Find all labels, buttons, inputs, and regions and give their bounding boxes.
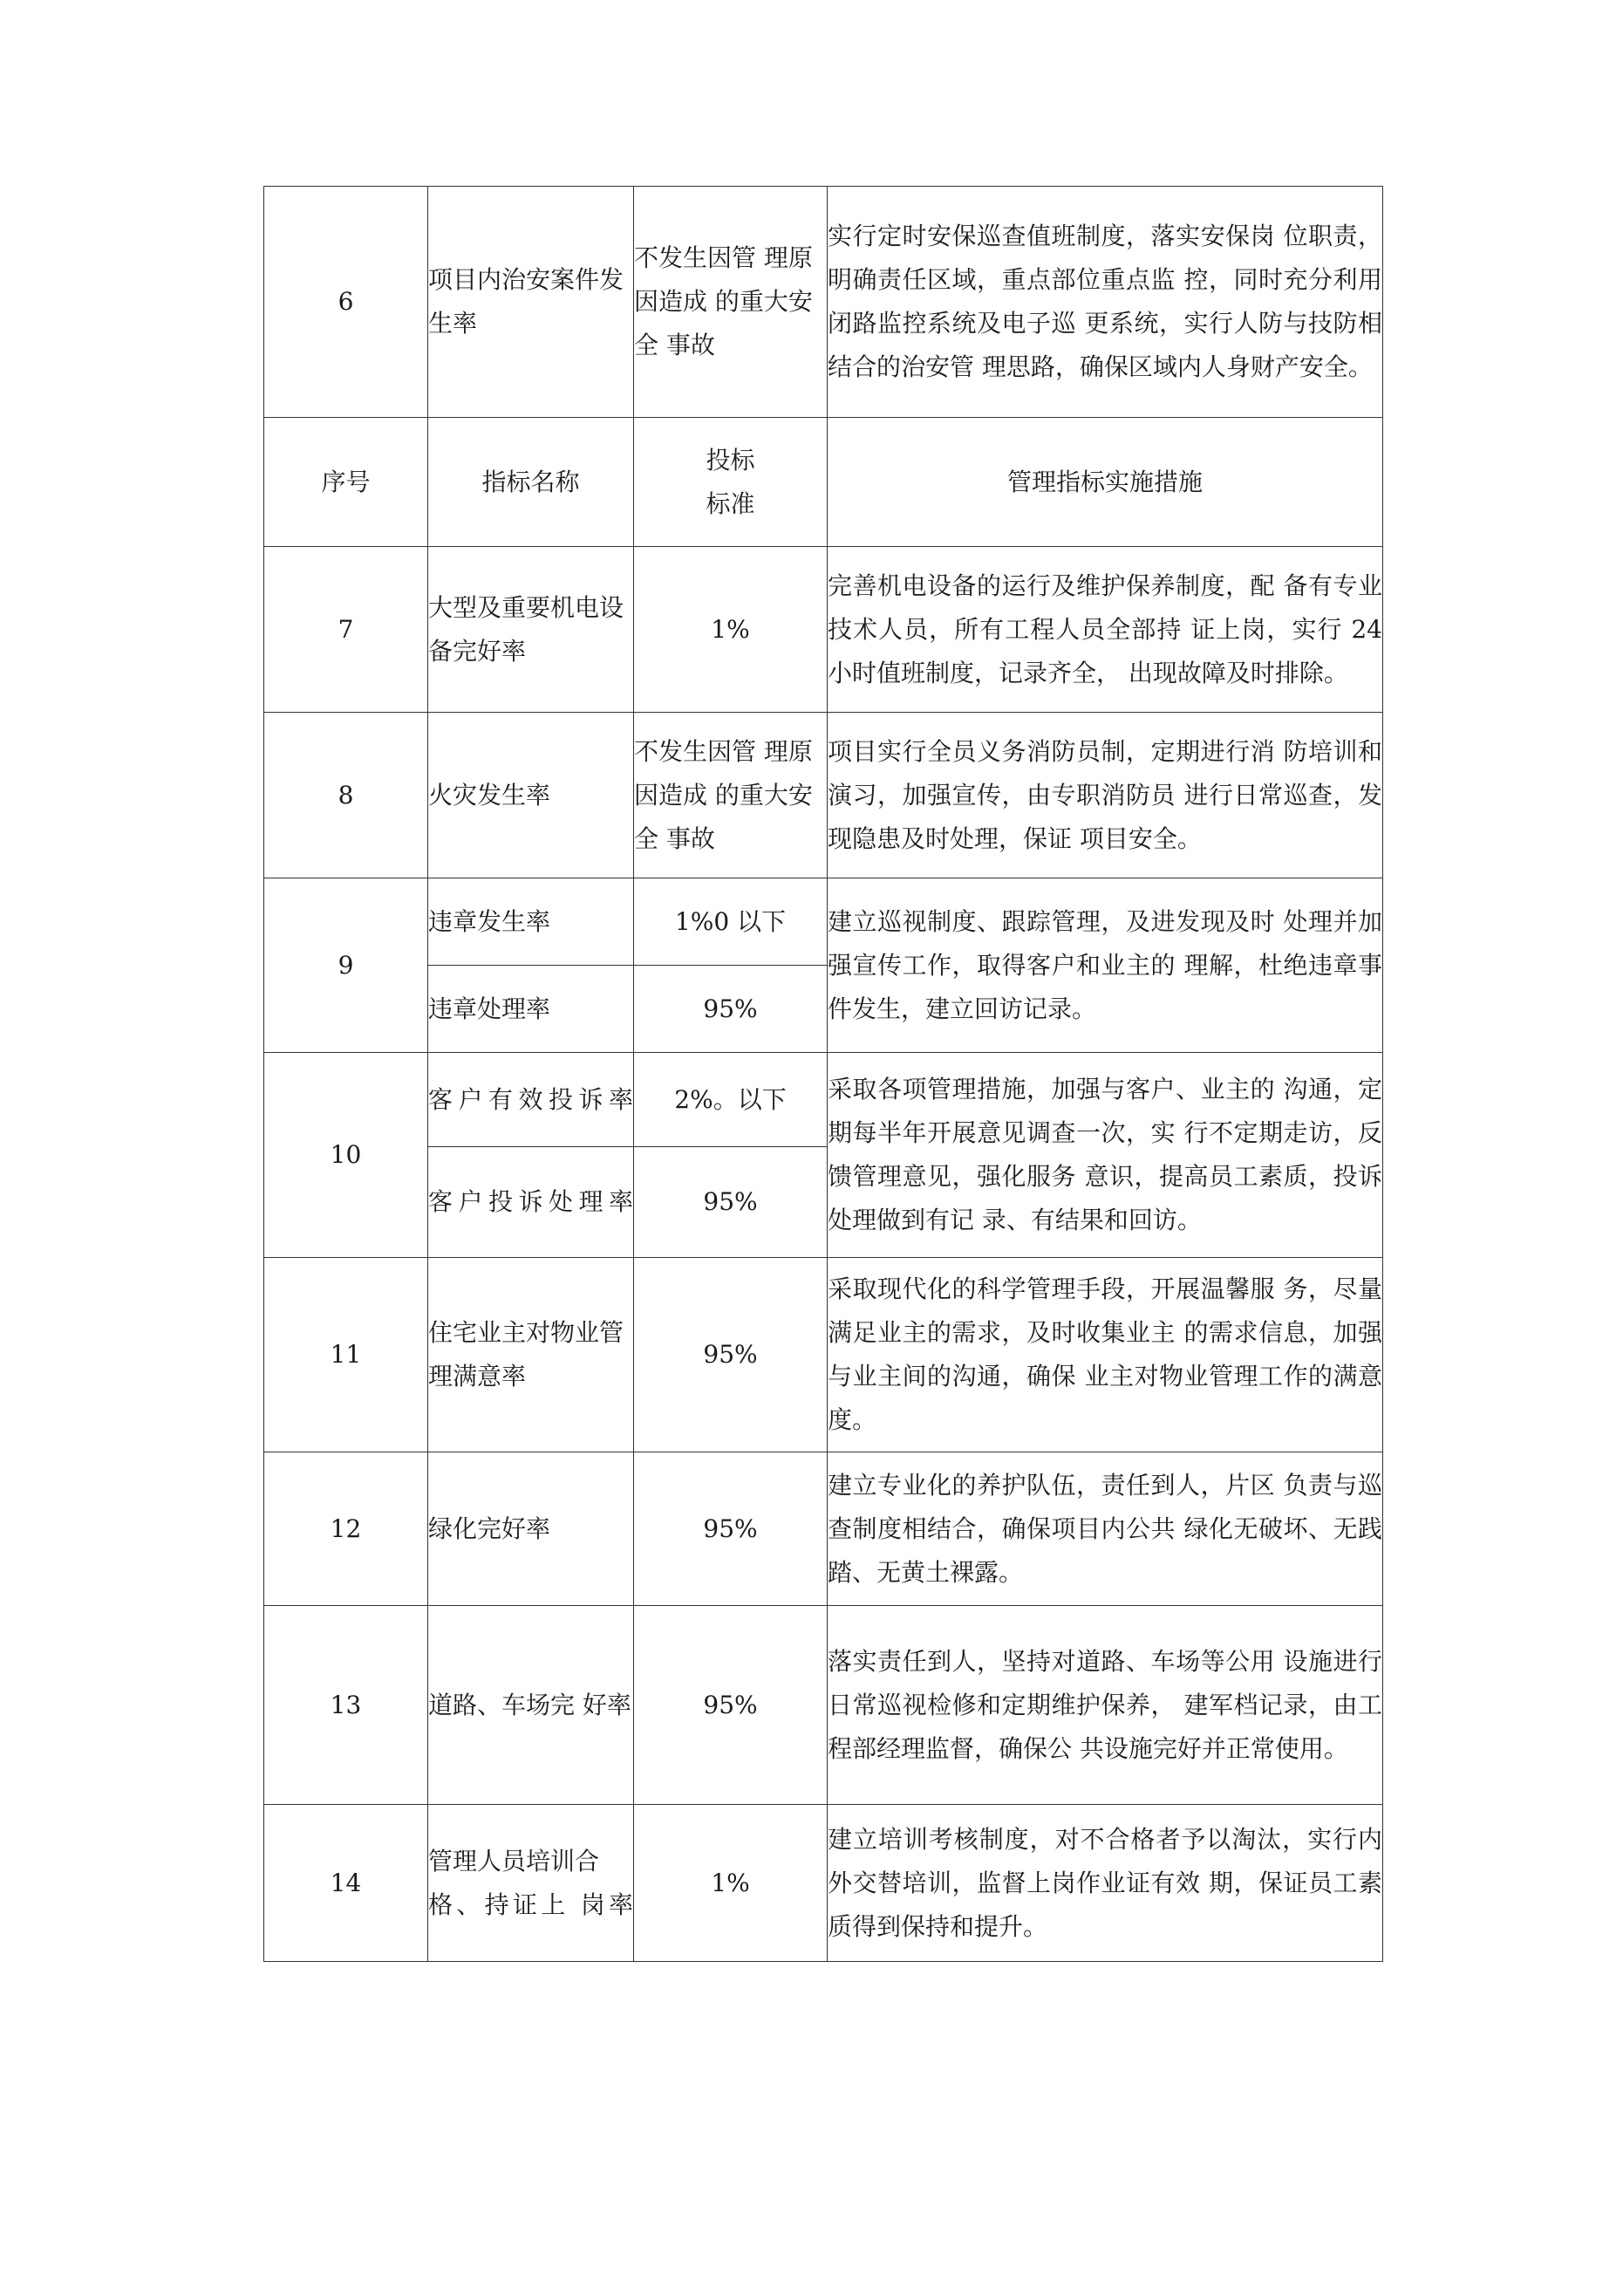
row-number: 8 bbox=[264, 713, 428, 878]
measures-text: 完善机电设备的运行及维护保养制度，配 备有专业技术人员，所有工程人员全部持 证上岗，实行 24 小时值班制度，记录齐全， 出现故障及时排除。 bbox=[828, 547, 1383, 713]
row-number: 11 bbox=[264, 1258, 428, 1452]
header-no: 序号 bbox=[264, 418, 428, 547]
indicator-name: 违章发生率 bbox=[428, 878, 634, 966]
indicator-name: 违章处理率 bbox=[428, 966, 634, 1053]
table-row bbox=[264, 878, 1383, 966]
indicator-name: 项目内治安案件发生率 bbox=[428, 187, 634, 418]
bid-standard: 95% bbox=[634, 966, 828, 1053]
row-number: 13 bbox=[264, 1606, 428, 1805]
row-number: 12 bbox=[264, 1452, 428, 1606]
table-row bbox=[264, 1805, 1383, 1962]
table-row bbox=[264, 1606, 1383, 1805]
table-row bbox=[264, 713, 1383, 878]
bid-standard: 95% bbox=[634, 1452, 828, 1606]
row-number: 9 bbox=[264, 878, 428, 1053]
header-standard: 投标 标准 bbox=[634, 418, 828, 547]
measures-text: 采取现代化的科学管理手段，开展温馨服 务，尽量满足业主的需求，及时收集业主 的需求信息，加强与业主间的沟通，确保 业主对物业管理工作的满意度。 bbox=[828, 1258, 1383, 1452]
table-row bbox=[264, 1258, 1383, 1452]
indicator-name: 住宅业主对物业管理满意率 bbox=[428, 1258, 634, 1452]
bid-standard: 2%。以下 bbox=[634, 1053, 828, 1147]
measures-text: 实行定时安保巡查值班制度，落实安保岗 位职责，明确责任区域，重点部位重点监 控，同时充分利用闭路监控系统及电子巡 更系统，实行人防与技防相结合的治安管 理思路，确保区域内人身财产安全。 bbox=[828, 187, 1383, 418]
indicator-table bbox=[263, 186, 1383, 1962]
table-row bbox=[264, 1452, 1383, 1606]
bid-standard: 95% bbox=[634, 1606, 828, 1805]
header-measures: 管理指标实施措施 bbox=[828, 418, 1383, 547]
measures-text: 建立巡视制度、跟踪管理，及进发现及时 处理并加强宣传工作，取得客户和业主的 理解，杜绝违章事件发生，建立回访记录。 bbox=[828, 878, 1383, 1053]
table-row bbox=[264, 1053, 1383, 1147]
measures-text: 落实责任到人，坚持对道路、车场等公用 设施进行日常巡视检修和定期维护保养， 建军档记录，由工程部经理监督，确保公 共设施完好并正常使用。 bbox=[828, 1606, 1383, 1805]
indicator-name: 管理人员培训合格、持证上 岗率 bbox=[428, 1805, 634, 1962]
row-number: 6 bbox=[264, 187, 428, 418]
row-number: 10 bbox=[264, 1053, 428, 1258]
table-header-row bbox=[264, 418, 1383, 547]
indicator-name: 大型及重要机电设备完好率 bbox=[428, 547, 634, 713]
indicator-name: 客户有效投诉率 bbox=[428, 1053, 634, 1147]
measures-text: 采取各项管理措施，加强与客户、业主的 沟通，定期每半年开展意见调查一次，实 行不定期走访，反馈管理意见，强化服务 意识，提高员工素质，投诉处理做到有记 录、有结果和回访。 bbox=[828, 1053, 1383, 1258]
measures-text: 建立专业化的养护队伍，责任到人，片区 负责与巡查制度相结合，确保项目内公共 绿化无破坏、无践踏、无黄土裸露。 bbox=[828, 1452, 1383, 1606]
measures-text: 项目实行全员义务消防员制，定期进行消 防培训和演习，加强宣传，由专职消防员 进行日常巡查，发现隐患及时处理，保证 项目安全。 bbox=[828, 713, 1383, 878]
measures-text: 建立培训考核制度，对不合格者予以淘汰，实行内外交替培训，监督上岗作业证有效 期，保证员工素质得到保持和提升。 bbox=[828, 1805, 1383, 1962]
bid-standard: 1% bbox=[634, 1805, 828, 1962]
indicator-name: 客户投诉处理率 bbox=[428, 1147, 634, 1258]
row-number: 14 bbox=[264, 1805, 428, 1962]
table-row bbox=[264, 547, 1383, 713]
bid-standard: 不发生因管 理原因造成 的重大安全 事故 bbox=[634, 187, 828, 418]
bid-standard: 不发生因管 理原因造成 的重大安全 事故 bbox=[634, 713, 828, 878]
indicator-name: 绿化完好率 bbox=[428, 1452, 634, 1606]
indicator-name: 火灾发生率 bbox=[428, 713, 634, 878]
table-row bbox=[264, 187, 1383, 418]
bid-standard: 95% bbox=[634, 1258, 828, 1452]
row-number: 7 bbox=[264, 547, 428, 713]
indicator-name: 道路、车场完 好率 bbox=[428, 1606, 634, 1805]
bid-standard: 95% bbox=[634, 1147, 828, 1258]
bid-standard: 1% bbox=[634, 547, 828, 713]
bid-standard: 1%0 以下 bbox=[634, 878, 828, 966]
header-name: 指标名称 bbox=[428, 418, 634, 547]
